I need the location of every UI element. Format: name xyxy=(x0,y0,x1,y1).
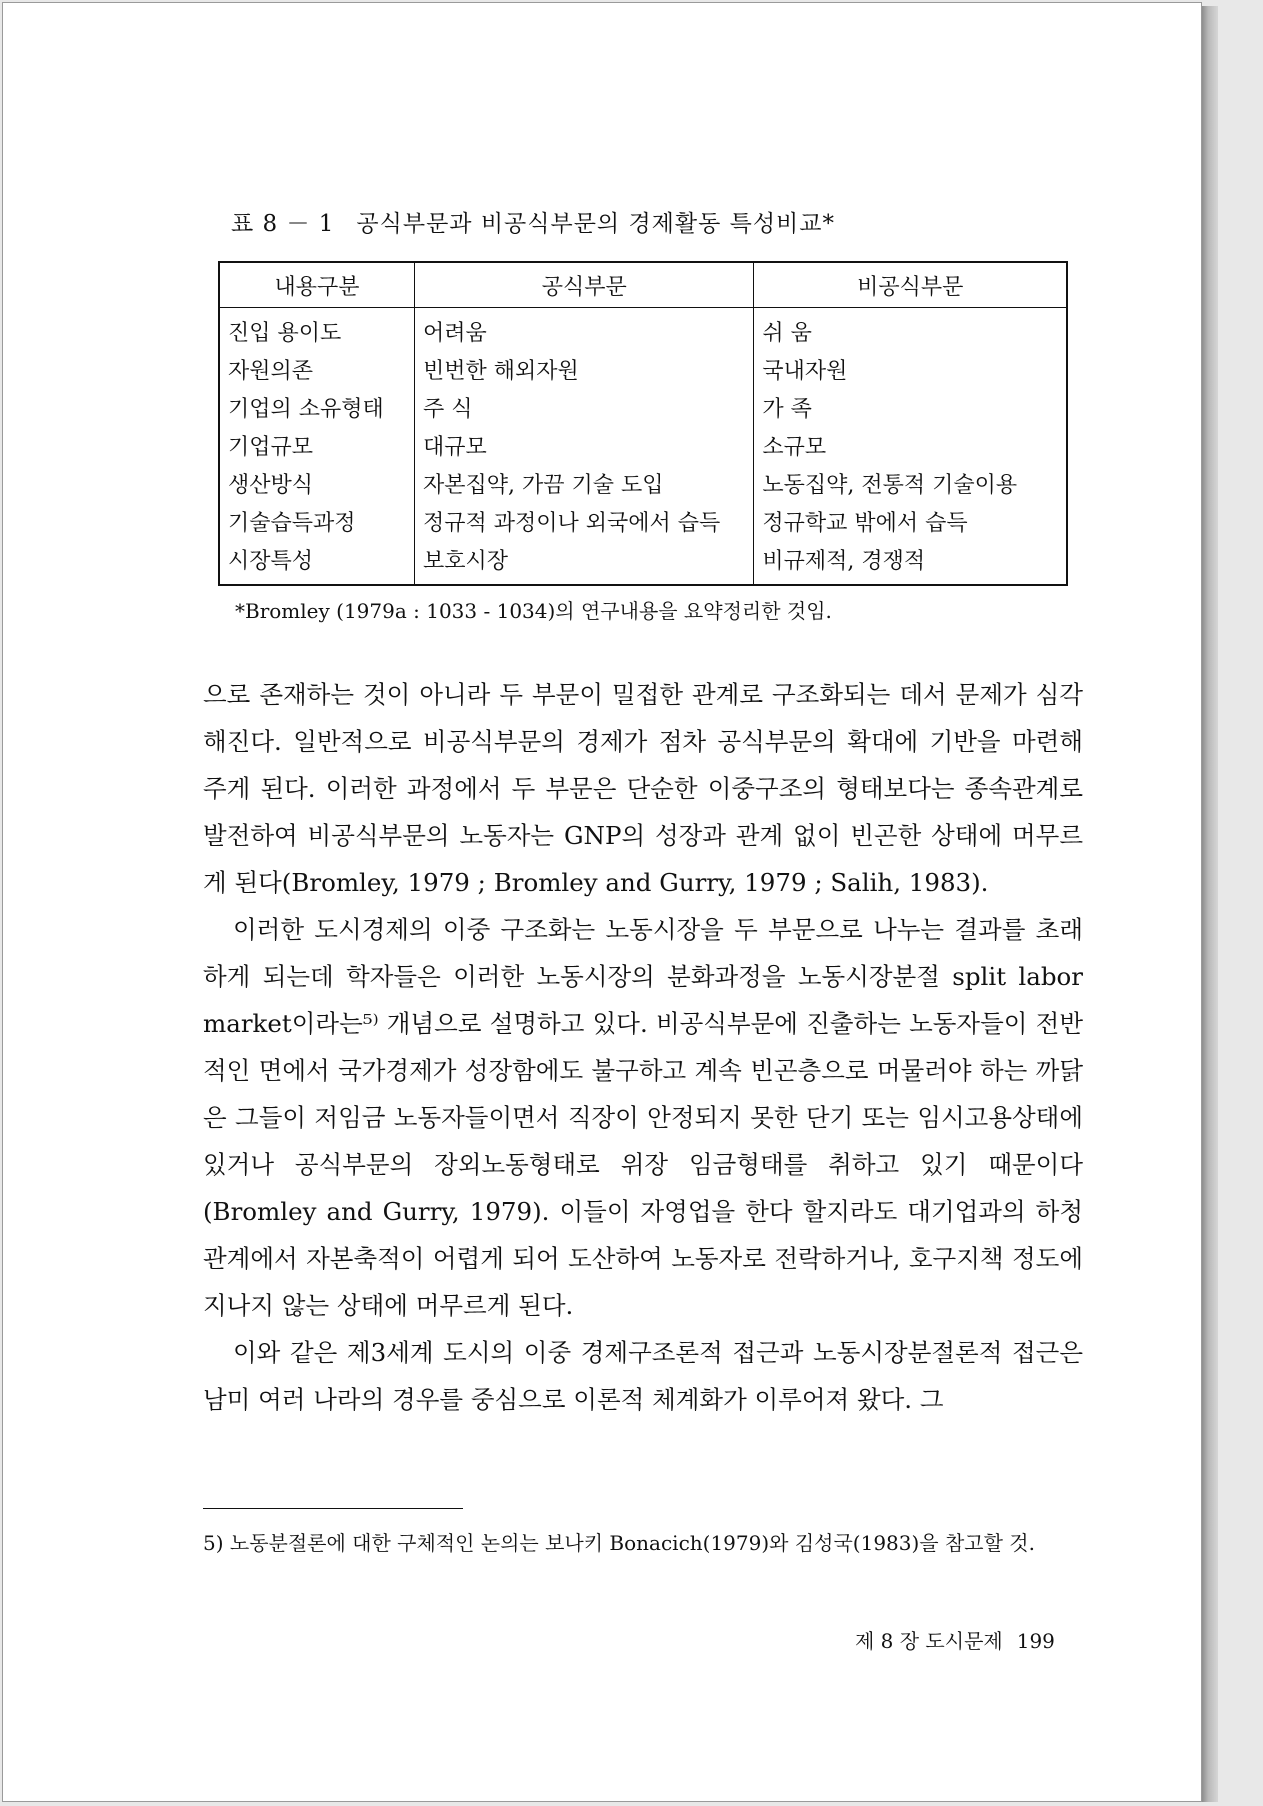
table-cell: 어려움 xyxy=(414,308,753,351)
table-header-formal: 공식부문 xyxy=(414,262,753,308)
table-cell: 자본집약, 가끔 기술 도입 xyxy=(414,464,753,502)
table-caption-title: 공식부문과 비공식부문의 경제활동 특성비교* xyxy=(356,211,835,237)
table-cell: 정규적 과정이나 외국에서 습득 xyxy=(414,502,753,540)
table-cell: 주 식 xyxy=(414,388,753,426)
paragraph: 으로 존재하는 것이 아니라 두 부문이 밀접한 관계로 구조화되는 데서 문제가 심각해진다. 일반적으로 비공식부문의 경제가 점차 공식부문의 확대에 기반을 마련해 주게 된다. 이러한 과정에서 두 부문은 단순한 이중구조의 형태보다는 종속관계로 발전하여 비공식부문의 노동자는 GNP의 성장과 관계 없이 빈곤한 상태에 머무르게 된다(Bromley, 1979 ; Bromley and Gurry, 1979 ; Salih, 1983). xyxy=(203,680,1083,897)
table-cell: 국내자원 xyxy=(754,350,1067,388)
table-row xyxy=(219,388,1067,426)
table-row xyxy=(219,540,1067,585)
table-caption xyxy=(231,205,835,238)
table-header-category: 내용구분 xyxy=(219,262,414,308)
table-cell: 진입 용이도 xyxy=(219,308,414,351)
table-cell: 자원의존 xyxy=(219,350,414,388)
table-cell: 가 족 xyxy=(754,388,1067,426)
running-footer xyxy=(855,1625,1055,1654)
table-row xyxy=(219,350,1067,388)
table-cell: 생산방식 xyxy=(219,464,414,502)
page-edge-shadow xyxy=(1202,6,1218,1802)
table-row xyxy=(219,426,1067,464)
table-cell: 비규제적, 경쟁적 xyxy=(754,540,1067,585)
table-cell: 대규모 xyxy=(414,426,753,464)
table-row xyxy=(219,502,1067,540)
table-header-row xyxy=(219,262,1067,308)
table-cell: 기업규모 xyxy=(219,426,414,464)
table-source-note: *Bromley (1979a : 1033 - 1034)의 연구내용을 요약정리한 것임. xyxy=(235,599,832,623)
table-cell: 빈번한 해외자원 xyxy=(414,350,753,388)
body-text xyxy=(203,671,1083,1423)
book-page xyxy=(2,2,1202,1802)
comparison-table xyxy=(218,261,1068,586)
footnote-divider xyxy=(203,1508,463,1509)
paragraph: 이와 같은 제3세계 도시의 이중 경제구조론적 접근과 노동시장분절론적 접근은 남미 여러 나라의 경우를 중심으로 이론적 체계화가 이루어져 왔다. 그 xyxy=(203,1338,1083,1414)
table-cell: 시장특성 xyxy=(219,540,414,585)
footnote: 5) 노동분절론에 대한 구체적인 논의는 보나키 Bonacich(1979)와 김성국(1983)을 참고할 것. xyxy=(203,1531,1035,1555)
paragraph: 이러한 도시경제의 이중 구조화는 노동시장을 두 부문으로 나누는 결과를 초래하게 되는데 학자들은 이러한 노동시장의 분화과정을 노동시장분절 split labor market이라는⁵⁾ 개념으로 설명하고 있다. 비공식부문에 진출하는 노동자들이 전반적인 면에서 국가경제가 성장함에도 불구하고 계속 빈곤층으로 머물러야 하는 까닭은 그들이 저임금 노동자들이면서 직장이 안정되지 못한 단기 또는 임시고용상태에 있거나 공식부문의 장외노동형태로 위장 임금형태를 취하고 있기 때문이다(Bromley and Gurry, 1979). 이들이 자영업을 한다 할지라도 대기업과의 하청관계에서 자본축적이 어렵게 되어 도산하여 노동자로 전락하거나, 호구지책 정도에 지나지 않는 상태에 머무르게 된다. xyxy=(203,915,1083,1320)
table-cell: 노동집약, 전통적 기술이용 xyxy=(754,464,1067,502)
chapter-title: 제 8 장 도시문제 xyxy=(855,1629,1003,1653)
table-cell: 정규학교 밖에서 습득 xyxy=(754,502,1067,540)
table-cell: 소규모 xyxy=(754,426,1067,464)
table-cell: 기업의 소유형태 xyxy=(219,388,414,426)
table-header-informal: 비공식부문 xyxy=(754,262,1067,308)
table-caption-number: 표 8 － 1 xyxy=(231,211,335,237)
table-row xyxy=(219,464,1067,502)
page-number: 199 xyxy=(1016,1629,1055,1653)
table-row xyxy=(219,308,1067,351)
table-cell: 기술습득과정 xyxy=(219,502,414,540)
table-cell: 보호시장 xyxy=(414,540,753,585)
table-cell: 쉬 움 xyxy=(754,308,1067,351)
